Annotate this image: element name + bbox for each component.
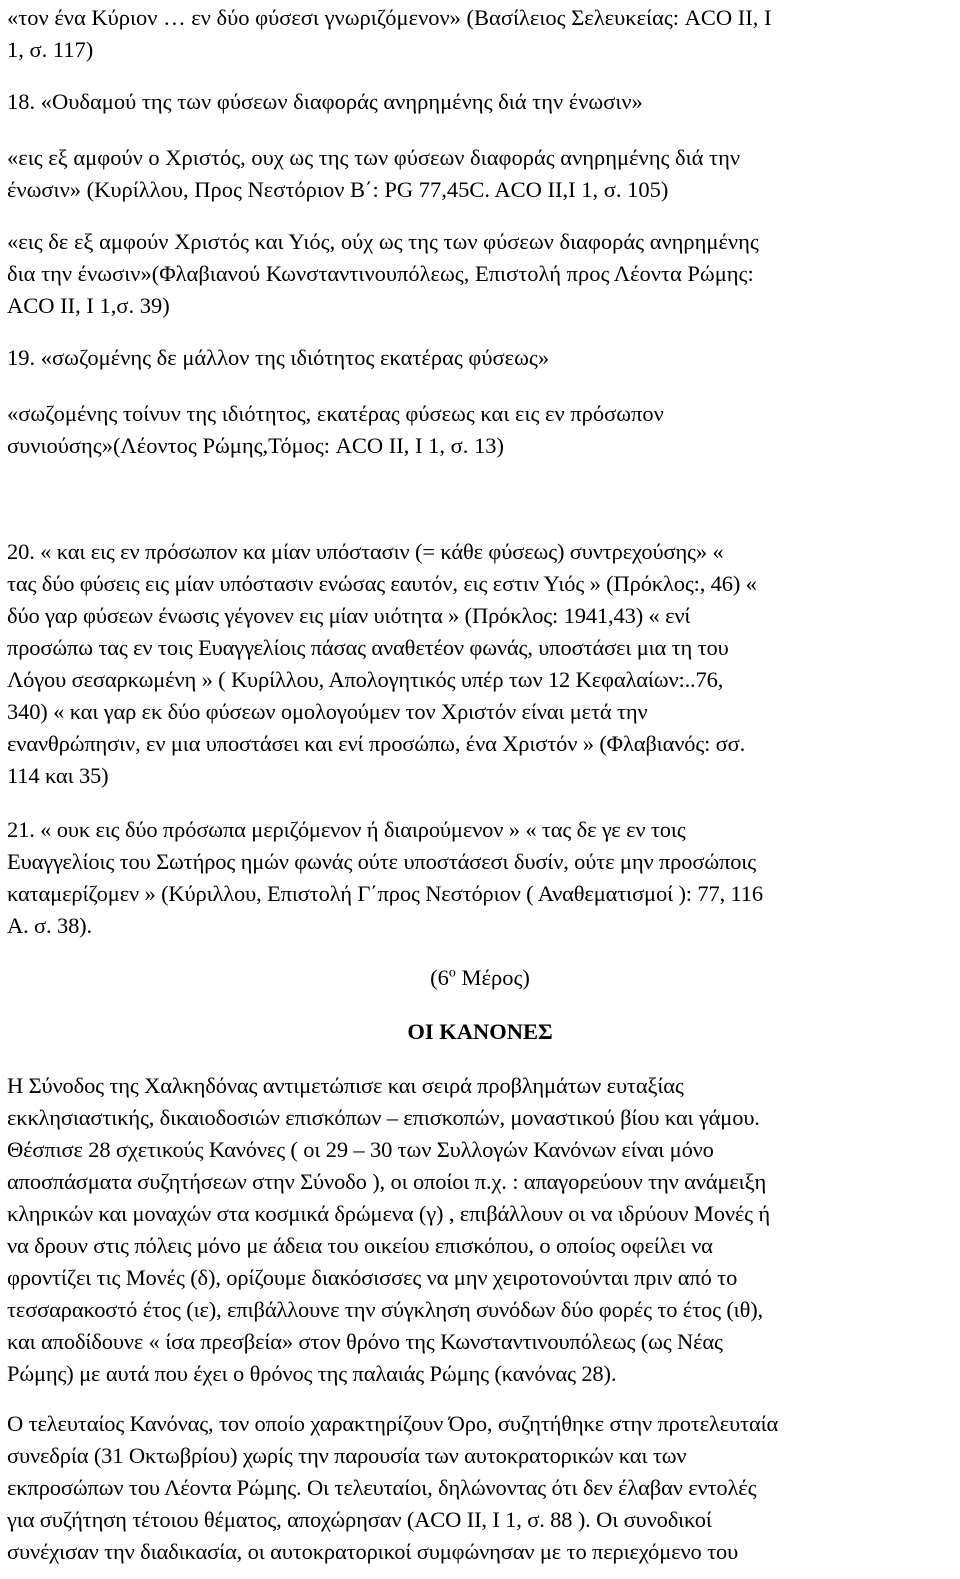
text-line: «τον ένα Κύριον … εν δύο φύσεσι γνωριζόμενον» (Βασίλειος Σελευκείας: ACO II, I <box>7 5 772 30</box>
text-line: Λόγου σεσαρκωμένη » ( Κυρίλλου, Απολογητικός υπέρ των 12 Κεφαλαίων:..76, <box>7 667 724 692</box>
text-line: δια την ένωσιν»(Φλαβιανού Κωνσταντινουπόλεως, Επιστολή προς Λέοντα Ρώμης: <box>7 261 754 286</box>
text-line: Ο τελευταίος Κανόνας, τον οποίο χαρακτηρίζουν Όρο, συζητήθηκε στην προτελευταία <box>7 1411 779 1436</box>
text-line: και αποδίδουνε « ίσα πρεσβεία» στον θρόνο της Κωνσταντινουπόλεως (ως Νέας <box>7 1329 723 1354</box>
text-line: ACO II, I 1,σ. 39) <box>7 293 170 318</box>
item-20 <box>7 536 955 792</box>
text-line: 19. «σωζομένης δε μάλλον της ιδιότητος εκατέρας φύσεως» <box>7 345 550 370</box>
last-canon-paragraph <box>7 1408 955 1568</box>
text-line: Η Σύνοδος της Χαλκηδόνας αντιμετώπισε και σειρά προβλημάτων ευταξίας <box>7 1073 684 1098</box>
text-line: Α. σ. 38). <box>7 913 92 938</box>
text-line: εκπροσώπων του Λέοντα Ρώμης. Οι τελευταίοι, δηλώνοντας ότι δεν έλαβαν εντολές <box>7 1475 757 1500</box>
text-line: 114 και 35) <box>7 763 109 788</box>
text-line: «εις εξ αμφούν ο Χριστός, ουχ ως της των φύσεων διαφοράς ανηρημένης διά την <box>7 145 741 170</box>
item-18-quote-2 <box>7 226 955 322</box>
item-19-quote <box>7 398 955 462</box>
section-title: ΟΙ ΚΑΝΟΝΕΣ <box>407 1019 553 1044</box>
text-line: καταμερίζομεν » (Κύριλλου, Επιστολή Γ΄προς Νεστόριον ( Αναθεματισμοί ): 77, 116 <box>7 881 763 906</box>
text-line: «εις δε εξ αμφούν Χριστός και Υιός, ούχ ως της των φύσεων διαφοράς ανηρημένης <box>7 229 759 254</box>
part-label-close: Μέρος) <box>455 965 530 990</box>
text-line: για συζήτηση τέτοιου θέματος, αποχώρησαν (ACO II, I 1, σ. 88 ). Οι συνοδικοί <box>7 1507 712 1532</box>
text-line: τεσσαρακοστό έτος (ιε), επιβάλλουνε την σύγκληση συνόδων δύο φορές το έτος (ιθ), <box>7 1297 764 1322</box>
text-line: τας δύο φύσεις εις μίαν υπόστασιν ενώσας εαυτόν, εις εστιν Υιός » (Πρόκλος:, 46) « <box>7 571 757 596</box>
text-line: να δρουν στις πόλεις μόνο με άδεια του οικείου επισκόπου, ο οποίος οφείλει να <box>7 1233 713 1258</box>
part-label-open: (6 <box>430 965 449 990</box>
text-line: Θέσπισε 28 σχετικούς Κανόνες ( οι 29 – 30 των Συλλογών Κανόνων είναι μόνο <box>7 1137 714 1162</box>
text-line: ενανθρώπησιν, εν μια υποστάσει και ενί προσώπω, ένα Χριστόν » (Φλαβιανός: σσ. <box>7 731 746 756</box>
part-label <box>0 962 960 994</box>
text-line: δύο γαρ φύσεων ένωσις γέγονεν εις μίαν υιότητα » (Πρόκλος: 1941,43) « ενί <box>7 603 691 628</box>
text-line: 18. «Ουδαμού της των φύσεων διαφοράς ανηρημένης διά την ένωσιν» <box>7 89 643 114</box>
text-line: φροντίζει τις Μονές (δ), ορίζουμε διακόσισσες να μην χειροτονούνται πριν από το <box>7 1265 738 1290</box>
item-18-quote-1 <box>7 142 955 206</box>
text-line: 340) « και γαρ εκ δύο φύσεων ομολογούμεν τον Χριστόν είναι μετά την <box>7 699 648 724</box>
item-18-heading <box>7 86 955 118</box>
text-line: προσώπω τας εν τοις Ευαγγελίοις πάσας αναθετέον φωνάς, υποστάσει μια τη του <box>7 635 729 660</box>
canons-paragraph <box>7 1070 955 1390</box>
text-line: 20. « και εις εν πρόσωπον κα μίαν υπόστασιν (= κάθε φύσεως) συντρεχούσης» « <box>7 539 724 564</box>
text-line: 1, σ. 117) <box>7 37 94 62</box>
item-19-heading <box>7 342 955 374</box>
text-line: Ρώμης) με αυτά που έχει ο θρόνος της παλαιάς Ρώμης (κανόνας 28). <box>7 1361 617 1386</box>
text-line: Ευαγγελίοις του Σωτήρος ημών φωνάς ούτε υποστάσεσι δυσίν, ούτε μην προσώποις <box>7 849 756 874</box>
text-line: συνεδρία (31 Οκτωβρίου) χωρίς την παρουσία των αυτοκρατορικών και των <box>7 1443 687 1468</box>
paragraph-continuation <box>7 2 955 66</box>
item-21 <box>7 814 955 942</box>
text-line: αποσπάσματα συζητήσεων στην Σύνοδο ), οι οποίοι π.χ. : απαγορεύουν την ανάμειξη <box>7 1169 767 1194</box>
text-line: ένωσιν» (Κυρίλλου, Προς Νεστόριον Β΄: PG 77,45C. ACO II,I 1, σ. 105) <box>7 177 669 202</box>
text-line: «σωζομένης τοίνυν της ιδιότητος, εκατέρας φύσεως και εις εν πρόσωπον <box>7 401 664 426</box>
part-label-superscript: ο <box>448 965 456 981</box>
text-line: συνέχισαν την διαδικασία, οι αυτοκρατορικοί συμφώνησαν με το περιεχόμενο του <box>7 1539 739 1564</box>
text-line: εκκλησιαστικής, δικαιοδοσιών επισκόπων – επισκοπών, μοναστικού βίου και γάμου. <box>7 1105 760 1130</box>
text-line: κληρικών και μοναχών στα κοσμικά δρώμενα (γ) , επιβάλλουν οι να ιδρύουν Μονές ή <box>7 1201 771 1226</box>
text-line: 21. « ουκ εις δύο πρόσωπα μεριζόμενον ή διαιρούμενον » « τας δε γε εν τοις <box>7 817 686 842</box>
text-line: συνιούσης»(Λέοντος Ρώμης,Τόμος: ACO II, I 1, σ. 13) <box>7 433 505 458</box>
